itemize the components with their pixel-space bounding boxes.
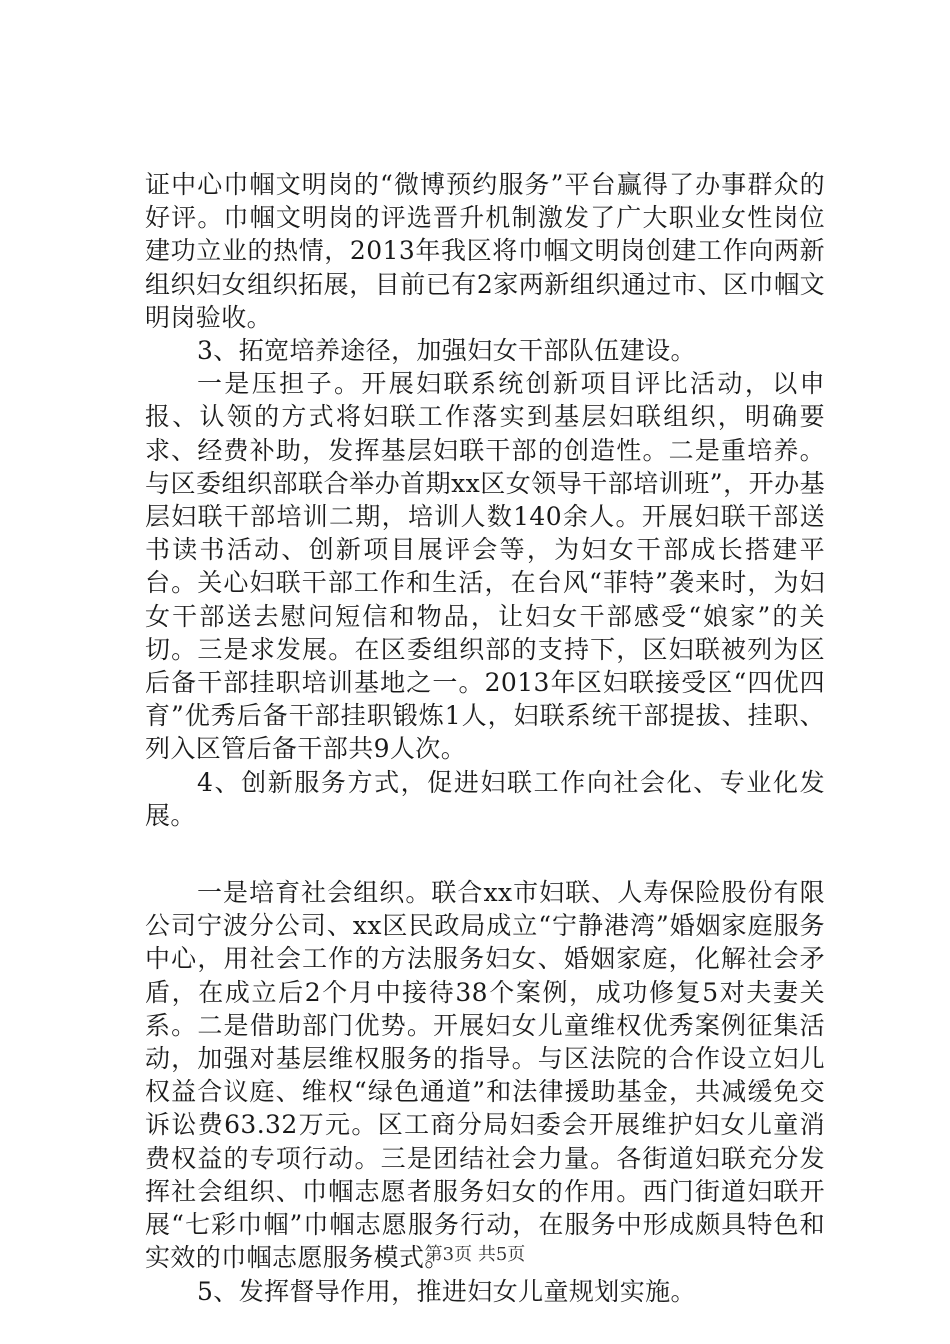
paragraph-service-innovation: 一是培育社会组织。联合xx市妇联、人寿保险股份有限公司宁波分公司、xx区民政局成立“宁静港湾”婚姻家庭服务中心，用社会工作的方法服务妇女、婚姻家庭，化解社会矛盾，在成立后2个月中接待38个案例，成功修复5对夫妻关系。二是借助部门优势。开展妇女儿童维权优秀案例征集活动，加强对基层维权服务的指导。与区法院的合作设立妇儿权益合议庭、维权“绿色通道”和法律援助基金，共减缓免交诉讼费63.32万元。区工商分局妇委会开展维护妇女儿童消费权益的专项行动。三是团结社会力量。各街道妇联充分发挥社会组织、巾帼志愿者服务妇女的作用。西门街道妇联开展“七彩巾帼”巾帼志愿服务行动，在服务中形成颇具特色和实效的巾帼志愿服务模式。 — [145, 878, 825, 1273]
document-body — [145, 168, 825, 1308]
section-heading-3: 3、拓宽培养途径，加强妇女干部队伍建设。 — [197, 336, 696, 366]
paragraph-cadre-building: 一是压担子。开展妇联系统创新项目评比活动，以申报、认领的方式将妇联工作落实到基层妇联组织，明确要求、经费补助，发挥基层妇联干部的创造性。二是重培养。与区委组织部联合举办首期xx区女领导干部培训班”，开办基层妇联干部培训二期，培训人数140余人。开展妇联干部送书读书活动、创新项目展评会等，为妇女干部成长搭建平台。关心妇联干部工作和生活，在台风“菲特”袭来时，为妇女干部送去慰问短信和物品，让妇女干部感受“娘家”的关切。三是求发展。在区委组织部的支持下，区妇联被列为区后备干部挂职培训基地之一。2013年区妇联接受区“四优四育”优秀后备干部挂职锻炼1人，妇联系统干部提拔、挂职、列入区管后备干部共9人次。 — [145, 369, 825, 764]
section-heading-4: 4、创新服务方式，促进妇联工作向社会化、专业化发展。 — [145, 767, 825, 830]
paragraph-gap — [145, 832, 825, 876]
section-heading-5: 5、发挥督导作用，推进妇女儿童规划实施。 — [197, 1276, 696, 1306]
page-footer: 第3页 共5页 — [424, 1244, 526, 1265]
paragraph-continuation: 证中心巾帼文明岗的“微博预约服务”平台赢得了办事群众的好评。巾帼文明岗的评选晋升机制激发了广大职业女性岗位建功立业的热情，2013年我区将巾帼文明岗创建工作向两新组织妇女组织拓展，目前已有2家两新组织通过市、区巾帼文明岗验收。 — [145, 170, 825, 332]
